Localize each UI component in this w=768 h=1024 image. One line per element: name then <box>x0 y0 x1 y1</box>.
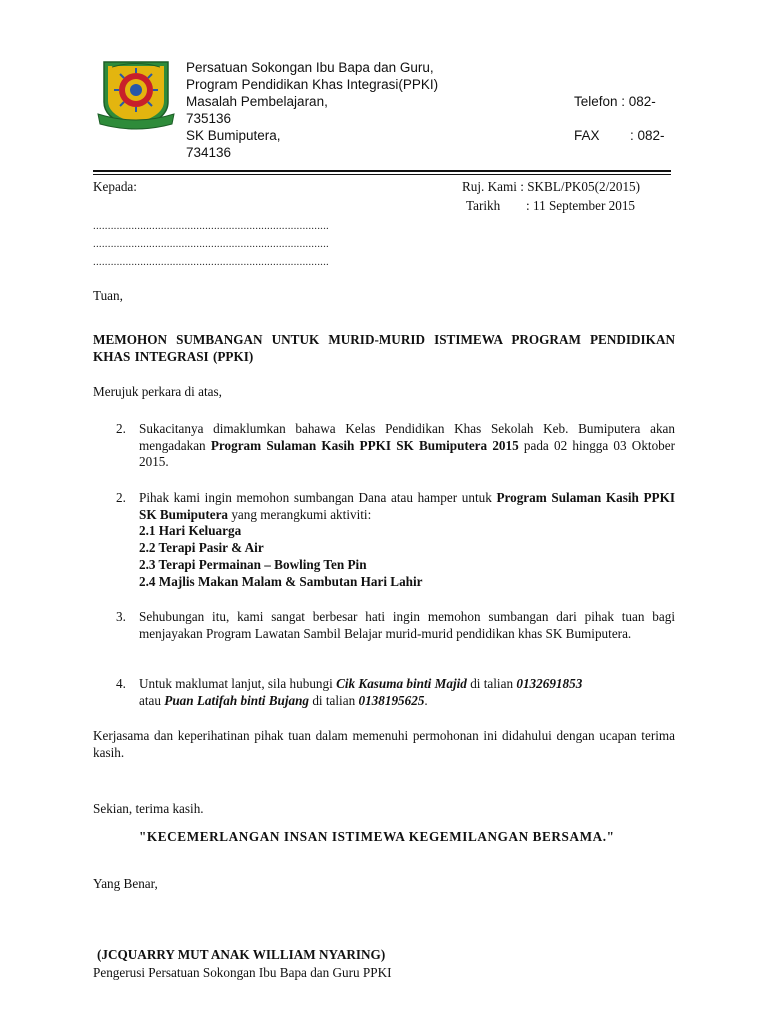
paragraph-4: Untuk maklumat lanjut, sila hubungi Cik Kasuma binti Majid di talian 0132691853 atau Puan Latifah binti Bujang di talian 0138195625. <box>139 676 583 708</box>
yang-benar: Yang Benar, <box>93 876 158 891</box>
paragraph-1-number: 2. <box>116 421 126 436</box>
header-school: SK Bumiputera, <box>186 128 281 143</box>
date-label: Tarikh <box>466 198 501 213</box>
contact-name-1: Cik Kasuma binti Majid <box>336 676 467 691</box>
header-association: Persatuan Sokongan Ibu Bapa dan Guru, <box>186 60 434 75</box>
reference-number: Ruj. Kami : SKBL/PK05(2/2015) <box>462 179 641 194</box>
header-divider <box>93 170 671 172</box>
header-program: Program Pendidikan Khas Integrasi(PPKI) <box>186 77 439 92</box>
header-fax-label: FAX <box>574 128 600 143</box>
activity-item: 2.1 Hari Keluarga <box>139 523 242 538</box>
salutation: Tuan, <box>93 288 123 303</box>
recipient-line-1: ................................................................................ <box>93 220 329 232</box>
program-name-2: Program Sulaman Kasih PPKI SK Bumiputera <box>139 490 675 522</box>
program-name: Program Sulaman Kasih PPKI SK Bumiputera 2015 <box>210 437 519 453</box>
activity-item: 2.2 Terapi Pasir & Air <box>139 540 264 555</box>
header-unit: Masalah Pembelajaran, <box>186 94 328 109</box>
recipient-line-3: ................................................................................ <box>93 256 329 268</box>
to-label: Kepada: <box>93 179 137 194</box>
motto: "KECEMERLANGAN INSAN ISTIMEWA KEGEMILANGAN BERSAMA." <box>139 829 615 844</box>
subject-heading: MEMOHON SUMBANGAN UNTUK MURID-MURID ISTIMEWA PROGRAM PENDIDIKAN KHAS INTEGRASI (PPKI) <box>93 332 675 364</box>
activity-item: 2.3 Terapi Permainan – Bowling Ten Pin <box>139 557 367 572</box>
header-phone-label: Telefon : 082- <box>574 94 656 109</box>
paragraph-1: Sukacitanya dimaklumkan bahawa Kelas Pendidikan Khas Sekolah Keb. Bumiputera akan mengadakan Program Sulaman Kasih PPKI SK Bumiputera 2015 pada 02 hingga 03 Oktober 2015. <box>139 421 676 469</box>
contact-name-2: Puan Latifah binti Bujang <box>164 692 310 708</box>
header-fax-number: 734136 <box>186 145 232 160</box>
paragraph-3-number: 3. <box>116 609 126 624</box>
contact-phone-2: 0138195625 <box>358 692 425 708</box>
activity-item: 2.4 Majlis Makan Malam & Sambutan Hari Lahir <box>139 574 423 589</box>
header-divider-thin <box>93 174 671 175</box>
paragraph-2: Pihak kami ingin memohon sumbangan Dana atau hamper untuk Program Sulaman Kasih PPKI SK Bumiputera yang merangkumi aktiviti: <box>139 490 675 522</box>
recipient-line-2: ................................................................................ <box>93 238 329 250</box>
signer-name: (JCQUARRY MUT ANAK WILLIAM NYARING) <box>97 947 386 962</box>
school-logo <box>96 58 176 132</box>
header-fax-value: : 082- <box>630 128 665 143</box>
header-phone-number: 735136 <box>186 111 232 126</box>
sekian-line: Sekian, terima kasih. <box>93 801 204 816</box>
paragraph-4-number: 4. <box>116 676 126 691</box>
paragraph-2-number: 2. <box>116 490 126 505</box>
paragraph-3: Sehubungan itu, kami sangat berbesar hati ingin memohon sumbangan dari pihak tuan bagi menjayakan Program Lawatan Sambil Belajar murid-murid pendidikan khas SK Bumiputera. <box>139 609 675 641</box>
closing-paragraph: Kerjasama dan keperihatinan pihak tuan dalam memenuhi permohonan ini didahului dengan ucapan terima kasih. <box>93 728 675 760</box>
signer-title: Pengerusi Persatuan Sokongan Ibu Bapa dan Guru PPKI <box>93 965 392 980</box>
date-value: : 11 September 2015 <box>526 198 636 213</box>
intro-line: Merujuk perkara di atas, <box>93 384 222 399</box>
contact-phone-1: 0132691853 <box>516 676 583 691</box>
